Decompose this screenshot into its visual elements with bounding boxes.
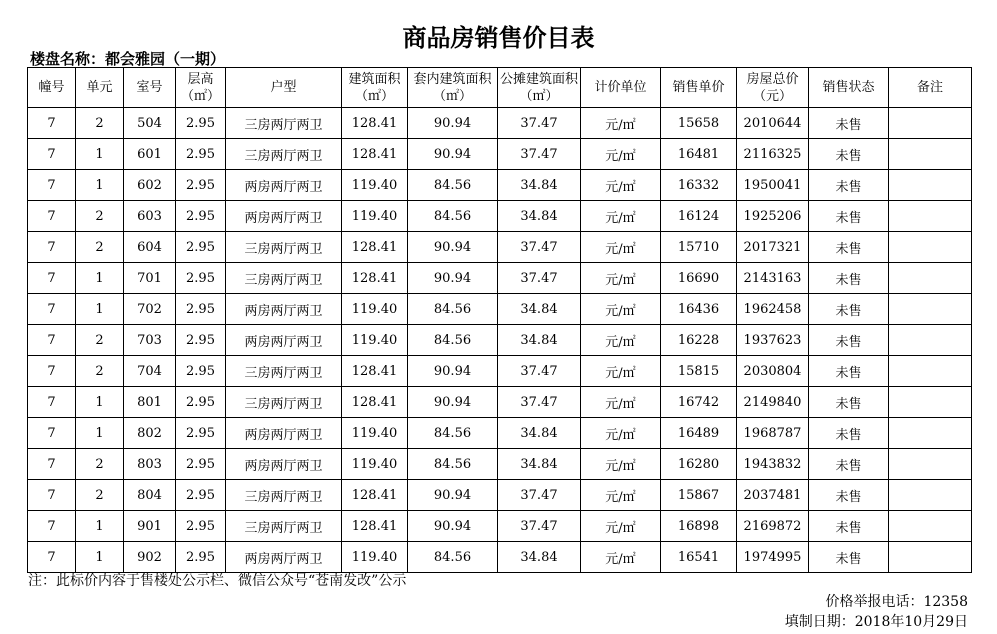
cell-gross-area: 128.41 (342, 480, 408, 511)
cell-gross-area: 119.40 (342, 201, 408, 232)
cell-floor-height: 2.95 (176, 542, 226, 573)
table-row (28, 418, 972, 449)
cell-inner-area: 84.56 (408, 418, 498, 449)
cell-total-price: 2116325 (737, 139, 809, 170)
cell-status: 未售 (809, 325, 889, 356)
cell-status: 未售 (809, 108, 889, 139)
cell-remarks (889, 325, 972, 356)
cell-room: 504 (124, 108, 176, 139)
cell-building: 7 (28, 263, 76, 294)
cell-gross-area: 119.40 (342, 542, 408, 573)
cell-remarks (889, 294, 972, 325)
cell-floor-height: 2.95 (176, 139, 226, 170)
cell-floor-height: 2.95 (176, 325, 226, 356)
table-row (28, 511, 972, 542)
cell-total-price: 1943832 (737, 449, 809, 480)
cell-shared-area: 37.47 (498, 139, 581, 170)
cell-remarks (889, 356, 972, 387)
cell-room: 603 (124, 201, 176, 232)
cell-gross-area: 128.41 (342, 263, 408, 294)
cell-total-price: 1925206 (737, 201, 809, 232)
cell-layout: 三房两厅两卫 (226, 232, 342, 263)
cell-layout: 两房两厅两卫 (226, 542, 342, 573)
cell-building: 7 (28, 418, 76, 449)
cell-status: 未售 (809, 418, 889, 449)
cell-pricing-unit: 元/㎡ (581, 387, 661, 418)
cell-unit: 2 (76, 325, 124, 356)
table-row (28, 449, 972, 480)
cell-inner-area: 90.94 (408, 263, 498, 294)
cell-status: 未售 (809, 139, 889, 170)
cell-unit: 2 (76, 108, 124, 139)
cell-inner-area: 90.94 (408, 232, 498, 263)
cell-floor-height: 2.95 (176, 170, 226, 201)
cell-remarks (889, 511, 972, 542)
cell-total-price: 2143163 (737, 263, 809, 294)
cell-room: 704 (124, 356, 176, 387)
cell-room: 802 (124, 418, 176, 449)
col-header-remarks: 备注 (889, 68, 972, 108)
cell-unit: 2 (76, 201, 124, 232)
cell-status: 未售 (809, 480, 889, 511)
cell-building: 7 (28, 356, 76, 387)
cell-floor-height: 2.95 (176, 449, 226, 480)
cell-shared-area: 34.84 (498, 418, 581, 449)
cell-floor-height: 2.95 (176, 511, 226, 542)
table-row (28, 139, 972, 170)
cell-gross-area: 128.41 (342, 511, 408, 542)
cell-building: 7 (28, 201, 76, 232)
cell-layout: 三房两厅两卫 (226, 511, 342, 542)
cell-total-price: 1962458 (737, 294, 809, 325)
report-hotline: 价格举报电话：12358 (825, 594, 968, 610)
cell-unit-price: 16690 (661, 263, 737, 294)
cell-inner-area: 90.94 (408, 108, 498, 139)
cell-shared-area: 37.47 (498, 480, 581, 511)
cell-unit: 1 (76, 387, 124, 418)
cell-remarks (889, 201, 972, 232)
col-header-building: 幢号 (28, 68, 76, 108)
price-table (27, 67, 972, 573)
cell-pricing-unit: 元/㎡ (581, 325, 661, 356)
cell-layout: 两房两厅两卫 (226, 201, 342, 232)
cell-layout: 两房两厅两卫 (226, 325, 342, 356)
cell-unit-price: 16124 (661, 201, 737, 232)
cell-pricing-unit: 元/㎡ (581, 201, 661, 232)
cell-remarks (889, 139, 972, 170)
cell-unit: 1 (76, 511, 124, 542)
cell-shared-area: 37.47 (498, 108, 581, 139)
project-name: 楼盘名称：都会雅园（一期） (30, 50, 226, 68)
table-row (28, 232, 972, 263)
cell-total-price: 2037481 (737, 480, 809, 511)
cell-inner-area: 90.94 (408, 356, 498, 387)
cell-unit-price: 15867 (661, 480, 737, 511)
cell-unit-price: 15815 (661, 356, 737, 387)
cell-unit-price: 16280 (661, 449, 737, 480)
cell-total-price: 2017321 (737, 232, 809, 263)
cell-unit: 1 (76, 263, 124, 294)
cell-unit: 2 (76, 356, 124, 387)
cell-floor-height: 2.95 (176, 263, 226, 294)
footnote: 注：此标价内容于售楼处公示栏、微信公众号“苍南发改”公示 (28, 573, 407, 589)
cell-unit: 2 (76, 480, 124, 511)
cell-status: 未售 (809, 294, 889, 325)
cell-pricing-unit: 元/㎡ (581, 356, 661, 387)
cell-inner-area: 84.56 (408, 325, 498, 356)
cell-shared-area: 37.47 (498, 511, 581, 542)
cell-gross-area: 128.41 (342, 387, 408, 418)
cell-building: 7 (28, 480, 76, 511)
cell-unit-price: 15710 (661, 232, 737, 263)
cell-status: 未售 (809, 387, 889, 418)
cell-total-price: 1968787 (737, 418, 809, 449)
cell-inner-area: 90.94 (408, 139, 498, 170)
cell-layout: 三房两厅两卫 (226, 139, 342, 170)
cell-remarks (889, 480, 972, 511)
table-header-row (28, 68, 972, 108)
col-header-gross-area: 建筑面积（㎡） (342, 68, 408, 108)
cell-shared-area: 34.84 (498, 201, 581, 232)
cell-inner-area: 84.56 (408, 201, 498, 232)
cell-floor-height: 2.95 (176, 480, 226, 511)
cell-layout: 三房两厅两卫 (226, 108, 342, 139)
cell-gross-area: 119.40 (342, 325, 408, 356)
cell-building: 7 (28, 232, 76, 263)
cell-status: 未售 (809, 542, 889, 573)
cell-total-price: 1937623 (737, 325, 809, 356)
cell-pricing-unit: 元/㎡ (581, 139, 661, 170)
col-header-pricing-unit: 计价单位 (581, 68, 661, 108)
cell-pricing-unit: 元/㎡ (581, 542, 661, 573)
cell-remarks (889, 418, 972, 449)
table-row (28, 108, 972, 139)
cell-total-price: 2149840 (737, 387, 809, 418)
table-row (28, 170, 972, 201)
fill-date: 填制日期：2018年10月29日 (784, 614, 968, 630)
cell-inner-area: 84.56 (408, 449, 498, 480)
cell-unit-price: 15658 (661, 108, 737, 139)
cell-floor-height: 2.95 (176, 387, 226, 418)
cell-room: 601 (124, 139, 176, 170)
cell-total-price: 2030804 (737, 356, 809, 387)
cell-status: 未售 (809, 449, 889, 480)
cell-inner-area: 84.56 (408, 170, 498, 201)
cell-gross-area: 128.41 (342, 356, 408, 387)
cell-inner-area: 90.94 (408, 511, 498, 542)
cell-shared-area: 37.47 (498, 232, 581, 263)
cell-gross-area: 128.41 (342, 139, 408, 170)
col-header-inner-area: 套内建筑面积（㎡） (408, 68, 498, 108)
cell-building: 7 (28, 170, 76, 201)
cell-shared-area: 34.84 (498, 542, 581, 573)
cell-layout: 两房两厅两卫 (226, 170, 342, 201)
cell-inner-area: 84.56 (408, 294, 498, 325)
cell-shared-area: 34.84 (498, 449, 581, 480)
col-header-layout: 户型 (226, 68, 342, 108)
page-title: 商品房销售价目表 (402, 24, 595, 52)
cell-remarks (889, 263, 972, 294)
cell-layout: 两房两厅两卫 (226, 449, 342, 480)
cell-unit-price: 16228 (661, 325, 737, 356)
table-row (28, 263, 972, 294)
cell-total-price: 2169872 (737, 511, 809, 542)
cell-unit-price: 16489 (661, 418, 737, 449)
cell-inner-area: 90.94 (408, 387, 498, 418)
cell-total-price: 1950041 (737, 170, 809, 201)
cell-floor-height: 2.95 (176, 201, 226, 232)
cell-floor-height: 2.95 (176, 294, 226, 325)
table-row (28, 201, 972, 232)
cell-building: 7 (28, 449, 76, 480)
cell-layout: 三房两厅两卫 (226, 356, 342, 387)
cell-inner-area: 90.94 (408, 480, 498, 511)
cell-shared-area: 34.84 (498, 294, 581, 325)
cell-floor-height: 2.95 (176, 356, 226, 387)
cell-room: 604 (124, 232, 176, 263)
cell-gross-area: 119.40 (342, 294, 408, 325)
col-header-total-price: 房屋总价（元） (737, 68, 809, 108)
cell-unit: 1 (76, 139, 124, 170)
cell-layout: 三房两厅两卫 (226, 387, 342, 418)
cell-remarks (889, 449, 972, 480)
cell-pricing-unit: 元/㎡ (581, 108, 661, 139)
cell-gross-area: 128.41 (342, 108, 408, 139)
cell-floor-height: 2.95 (176, 108, 226, 139)
col-header-shared-area: 公摊建筑面积（㎡） (498, 68, 581, 108)
cell-gross-area: 119.40 (342, 418, 408, 449)
cell-unit-price: 16436 (661, 294, 737, 325)
cell-layout: 三房两厅两卫 (226, 263, 342, 294)
cell-room: 901 (124, 511, 176, 542)
cell-shared-area: 34.84 (498, 325, 581, 356)
cell-unit: 1 (76, 542, 124, 573)
cell-pricing-unit: 元/㎡ (581, 263, 661, 294)
cell-status: 未售 (809, 263, 889, 294)
cell-remarks (889, 170, 972, 201)
cell-floor-height: 2.95 (176, 232, 226, 263)
cell-status: 未售 (809, 170, 889, 201)
table-row (28, 387, 972, 418)
cell-room: 701 (124, 263, 176, 294)
col-header-unit: 单元 (76, 68, 124, 108)
cell-building: 7 (28, 108, 76, 139)
cell-room: 703 (124, 325, 176, 356)
cell-pricing-unit: 元/㎡ (581, 170, 661, 201)
cell-room: 602 (124, 170, 176, 201)
cell-room: 801 (124, 387, 176, 418)
cell-building: 7 (28, 325, 76, 356)
cell-status: 未售 (809, 511, 889, 542)
cell-pricing-unit: 元/㎡ (581, 449, 661, 480)
cell-building: 7 (28, 294, 76, 325)
cell-inner-area: 84.56 (408, 542, 498, 573)
cell-remarks (889, 542, 972, 573)
cell-pricing-unit: 元/㎡ (581, 294, 661, 325)
cell-unit-price: 16481 (661, 139, 737, 170)
cell-pricing-unit: 元/㎡ (581, 480, 661, 511)
cell-building: 7 (28, 542, 76, 573)
cell-pricing-unit: 元/㎡ (581, 511, 661, 542)
cell-pricing-unit: 元/㎡ (581, 232, 661, 263)
cell-gross-area: 128.41 (342, 232, 408, 263)
table-row (28, 356, 972, 387)
cell-room: 803 (124, 449, 176, 480)
cell-floor-height: 2.95 (176, 418, 226, 449)
cell-unit-price: 16332 (661, 170, 737, 201)
cell-unit-price: 16742 (661, 387, 737, 418)
table-row (28, 542, 972, 573)
cell-unit: 1 (76, 294, 124, 325)
cell-building: 7 (28, 511, 76, 542)
cell-status: 未售 (809, 201, 889, 232)
col-header-room: 室号 (124, 68, 176, 108)
cell-building: 7 (28, 139, 76, 170)
cell-room: 902 (124, 542, 176, 573)
table-row (28, 325, 972, 356)
cell-status: 未售 (809, 232, 889, 263)
cell-gross-area: 119.40 (342, 170, 408, 201)
cell-gross-area: 119.40 (342, 449, 408, 480)
cell-unit: 2 (76, 449, 124, 480)
cell-unit-price: 16898 (661, 511, 737, 542)
cell-room: 804 (124, 480, 176, 511)
col-header-floor-height: 层高（㎡） (176, 68, 226, 108)
table-row (28, 480, 972, 511)
cell-remarks (889, 387, 972, 418)
cell-total-price: 1974995 (737, 542, 809, 573)
cell-remarks (889, 108, 972, 139)
col-header-unit-price: 销售单价 (661, 68, 737, 108)
cell-layout: 两房两厅两卫 (226, 294, 342, 325)
cell-shared-area: 37.47 (498, 387, 581, 418)
cell-building: 7 (28, 387, 76, 418)
cell-shared-area: 37.47 (498, 263, 581, 294)
cell-status: 未售 (809, 356, 889, 387)
cell-unit-price: 16541 (661, 542, 737, 573)
col-header-status: 销售状态 (809, 68, 889, 108)
cell-unit: 1 (76, 170, 124, 201)
cell-shared-area: 34.84 (498, 170, 581, 201)
cell-remarks (889, 232, 972, 263)
cell-shared-area: 37.47 (498, 356, 581, 387)
table-row (28, 294, 972, 325)
cell-pricing-unit: 元/㎡ (581, 418, 661, 449)
cell-room: 702 (124, 294, 176, 325)
cell-total-price: 2010644 (737, 108, 809, 139)
cell-unit: 2 (76, 232, 124, 263)
cell-layout: 两房两厅两卫 (226, 418, 342, 449)
cell-layout: 三房两厅两卫 (226, 480, 342, 511)
cell-unit: 1 (76, 418, 124, 449)
